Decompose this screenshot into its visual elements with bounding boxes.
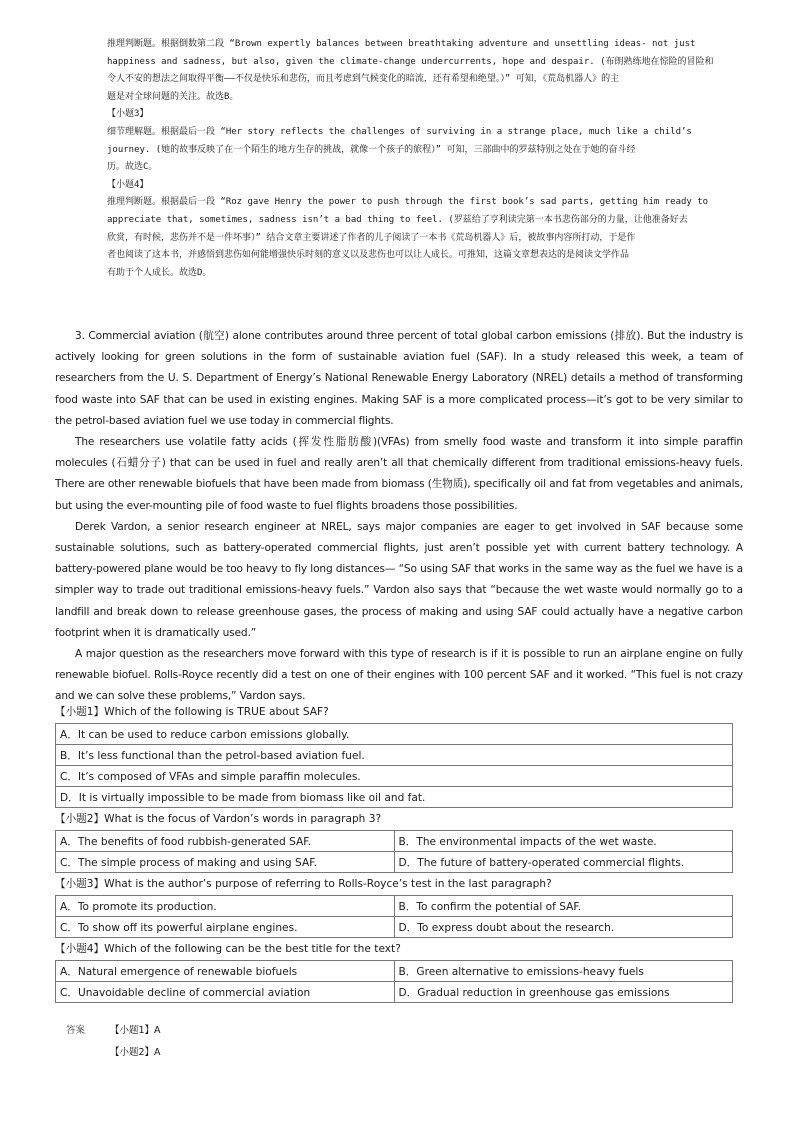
option-d[interactable]: D．To express doubt about the research. bbox=[394, 917, 733, 938]
options-table bbox=[55, 960, 733, 1003]
option-a[interactable]: A．It can be used to reduce carbon emissions globally. bbox=[56, 724, 733, 745]
options-table bbox=[55, 895, 733, 938]
explanation-line: 欣赏，有时候，悲伤并不是一件坏事）” 结合文章主要讲述了作者的儿子阅读了一本书《荒岛机器人》后，被故事内容所打动，于是作 bbox=[107, 232, 636, 243]
explanation-line: 【小题4】 bbox=[107, 179, 149, 190]
option-b[interactable]: B．To confirm the potential of SAF. bbox=[394, 896, 733, 917]
answer-section bbox=[66, 1020, 161, 1064]
explanation-line: 题是对全球问题的关注。故选B。 bbox=[107, 91, 239, 102]
question-1 bbox=[55, 702, 745, 808]
answer-item: 【小题2】A bbox=[110, 1047, 161, 1058]
explanation-line: 者也阅读了这本书，并感悟到悲伤如何能增强快乐时刻的意义以及悲伤也可以让人成长。可推知，这篇文章想表达的是阅读文学作品 bbox=[107, 250, 630, 261]
explanation-line: journey. (她的故事反映了在一个陌生的地方生存的挑战，就像一个孩子的旅程）” 可知，三部曲中的罗兹特别之处在于她的奋斗经 bbox=[107, 144, 636, 155]
explanation-line: 【小题3】 bbox=[107, 109, 149, 120]
explanation-line: 有助于个人成长。故选D。 bbox=[107, 267, 212, 278]
option-c[interactable]: C．The simple process of making and using SAF. bbox=[56, 852, 395, 873]
option-a[interactable]: A．The benefits of food rubbish-generated SAF. bbox=[56, 831, 395, 852]
explanation-line: 令人不安的想法之间取得平衡——不仅是快乐和悲伤，而且考虑到气候变化的暗流，还有希望和绝望。）” 可知，《荒岛机器人》的主 bbox=[107, 74, 620, 85]
option-b[interactable]: B．It’s less functional than the petrol-based aviation fuel. bbox=[56, 745, 733, 766]
explanation-line: 历。故选C。 bbox=[107, 162, 158, 173]
reading-passage bbox=[55, 326, 743, 708]
options-table bbox=[55, 723, 733, 808]
question-stem: 【小题1】Which of the following is TRUE about SAF? bbox=[55, 706, 329, 718]
option-c[interactable]: C．It’s composed of VFAs and simple paraffin molecules. bbox=[56, 766, 733, 787]
question-stem: 【小题2】What is the focus of Vardon’s words in paragraph 3? bbox=[55, 813, 382, 825]
option-b[interactable]: B．Green alternative to emissions-heavy fuels bbox=[394, 961, 733, 982]
option-a[interactable]: A．To promote its production. bbox=[56, 896, 395, 917]
question-stem: 【小题3】What is the author’s purpose of referring to Rolls-Royce’s test in the last paragraph? bbox=[55, 878, 552, 890]
passage-paragraph: The researchers use volatile fatty acids (挥发性脂肪酸)(VFAs) from smelly food waste and transform it into simple paraffin molecules (石蜡分子) that can be used in fuel and really aren’t all that chemically different from traditional emissions-heavy fuels. There are other renewable biofuels that have been made from biomass (生物质), specifically oil and fat from vegetables and animals, but using the ever-mounting pile of food waste to fuel flights broadens those possibilities. bbox=[55, 436, 743, 512]
explanation-line: 推理判断题。根据最后一段 “Roz gave Henry the power to push through the first book’s sad parts, getting him ready to bbox=[107, 197, 709, 208]
option-d[interactable]: D．Gradual reduction in greenhouse gas emissions bbox=[394, 982, 733, 1003]
options-table bbox=[55, 830, 733, 873]
option-b[interactable]: B．The environmental impacts of the wet waste. bbox=[394, 831, 733, 852]
question-4 bbox=[55, 939, 745, 1003]
previous-explanations bbox=[107, 36, 722, 282]
passage-paragraph: A major question as the researchers move forward with this type of research is if it is possible to run an airplane engine on fully renewable biofuel. Rolls-Royce recently did a test on one of their engines with 100 percent SAF and it worked. “This fuel is not crazy and we can solve these problems,” Vardon says. bbox=[55, 648, 743, 703]
option-d[interactable]: D．The future of battery-operated commercial flights. bbox=[394, 852, 733, 873]
explanation-line: happiness and sadness, but also, given the climate-change undercurrents, hope and despair. (布朗熟练地在惊险的冒险和 bbox=[107, 56, 714, 67]
option-c[interactable]: C．To show off its powerful airplane engines. bbox=[56, 917, 395, 938]
question-3 bbox=[55, 874, 745, 938]
option-d[interactable]: D．It is virtually impossible to be made from biomass like oil and fat. bbox=[56, 787, 733, 808]
option-a[interactable]: A．Natural emergence of renewable biofuels bbox=[56, 961, 395, 982]
passage-paragraph: Derek Vardon, a senior research engineer at NREL, says major companies are eager to get involved in SAF because some sustainable solutions, such as battery-operated commercial flights, just aren’t possible yet with current battery technology. A battery-powered plane would be too heavy to fly long distances— “So using SAF that works in the same way as the fuel we have is a simpler way to trade out traditional emissions-heavy fuels.” Vardon also says that “because the wet waste would normally go to a landfill and break down to release greenhouse gases, the process of making and using SAF could actually have a negative carbon footprint when it is dramatically used.” bbox=[55, 520, 743, 639]
question-2 bbox=[55, 809, 745, 873]
explanation-line: 推理判断题。根据倒数第二段 “Brown expertly balances between breathtaking adventure and unsettling ideas- not just bbox=[107, 39, 696, 49]
option-c[interactable]: C．Unavoidable decline of commercial aviation bbox=[56, 982, 395, 1003]
passage-paragraph: 3. Commercial aviation (航空) alone contributes around three percent of total global carbon emissions (排放). But the industry is actively looking for green solutions in the form of sustainable aviation fuel (SAF). In a study released this week, a team of researchers from the U. S. Department of Energy’s National Renewable Energy Laboratory (NREL) details a method of transforming food waste into SAF that can be used in existing engines. Making SAF is a more complicated process—it’s got to be very similar to the petrol-based aviation fuel we use today in commercial flights. bbox=[55, 330, 743, 427]
explanation-line: appreciate that, sometimes, sadness isn’t a bad thing to feel. (罗兹给了亨利读完第一本书悲伤部分的力量，让他准备好去 bbox=[107, 214, 688, 225]
answer-label: 答案 bbox=[66, 1025, 86, 1036]
answer-item: 【小题1】A bbox=[110, 1025, 161, 1036]
question-stem: 【小题4】Which of the following can be the best title for the text? bbox=[55, 943, 401, 955]
explanation-line: 细节理解题。根据最后一段 “Her story reflects the challenges of surviving in a strange place, much like a child’s bbox=[107, 126, 692, 137]
